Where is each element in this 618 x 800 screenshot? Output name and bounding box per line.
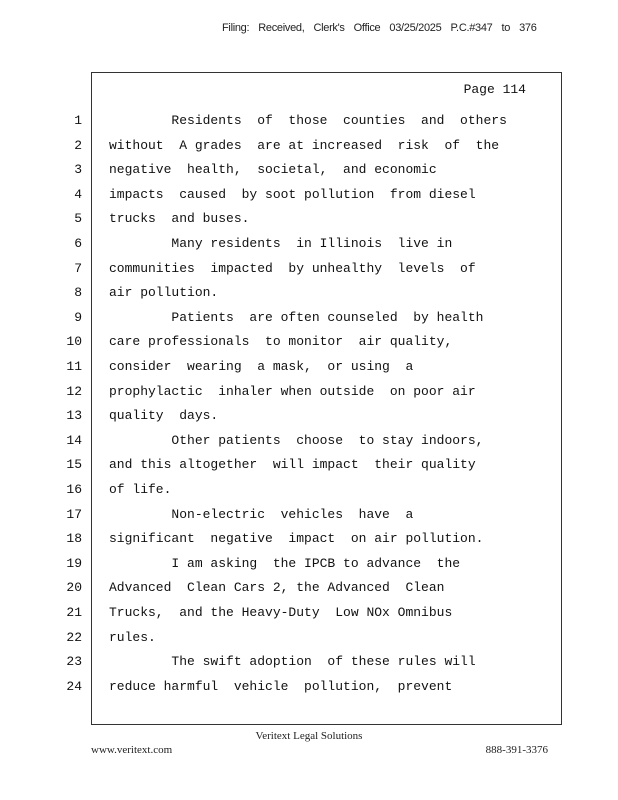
line-number: 9 — [74, 309, 82, 325]
line-text: Many residents in Illinois live in — [109, 236, 453, 251]
filing-header — [222, 22, 552, 34]
filing-date: 03/25/2025 — [389, 22, 442, 34]
line-number: 22 — [66, 629, 82, 645]
line-number: 2 — [74, 137, 82, 153]
line-number: 12 — [66, 383, 82, 399]
line-number: 18 — [66, 531, 82, 547]
line-number: 21 — [66, 605, 82, 620]
line-text: of life. — [109, 482, 172, 497]
line-number: 23 — [66, 654, 82, 670]
transcript-line — [0, 679, 618, 703]
line-number: 17 — [66, 506, 82, 522]
transcript-line — [0, 211, 618, 235]
line-number: 6 — [74, 236, 82, 251]
line-number: 24 — [66, 678, 82, 694]
line-number: 10 — [66, 334, 82, 350]
line-text: and this altogether will impact their quality — [109, 457, 476, 473]
transcript-line — [0, 261, 618, 285]
line-text: Non-electric vehicles have a — [109, 506, 414, 522]
transcript-line — [0, 531, 618, 555]
line-text: reduce harmful vehicle pollution, prevent — [109, 678, 453, 694]
line-text: impacts caused by soot pollution from diesel — [109, 186, 476, 202]
line-text: rules. — [109, 629, 156, 645]
transcript-line — [0, 433, 618, 457]
office-label: Office — [353, 22, 381, 34]
line-number: 11 — [66, 359, 82, 374]
line-text: consider wearing a mask, or using a — [109, 359, 414, 374]
pc-number: P.C.#347 — [450, 22, 493, 34]
transcript-line — [0, 580, 618, 604]
filing-label: Filing: — [222, 22, 250, 34]
transcript-line — [0, 359, 618, 383]
transcript-line — [0, 457, 618, 481]
line-text: negative health, societal, and economic — [109, 162, 437, 178]
transcript-line — [0, 162, 618, 186]
footer-website: www.veritext.com — [91, 744, 173, 756]
line-text: Trucks, and the Heavy-Duty Low NOx Omnibus — [109, 605, 453, 620]
transcript-line — [0, 654, 618, 678]
line-text: I am asking the IPCB to advance the — [109, 555, 461, 571]
transcript-line — [0, 310, 618, 334]
total-pages: 376 — [519, 22, 537, 34]
page-number: Page 114 — [463, 82, 526, 97]
line-text: Other patients choose to stay indoors, — [109, 432, 484, 448]
transcript-line — [0, 334, 618, 358]
line-text: Advanced Clean Cars 2, the Advanced Clean — [109, 580, 445, 596]
line-text: prophylactic inhaler when outside on poor air — [109, 383, 476, 399]
footer-company: Veritext Legal Solutions — [255, 730, 363, 742]
line-text: care professionals to monitor air quality, — [109, 334, 453, 350]
transcript-line — [0, 605, 618, 629]
line-text: significant negative impact on air pollution. — [109, 531, 484, 547]
line-text: without A grades are at increased risk of the — [109, 137, 500, 153]
line-number: 16 — [66, 482, 82, 497]
received-label: Received, — [258, 22, 305, 34]
transcript-line — [0, 556, 618, 580]
transcript-line — [0, 285, 618, 309]
line-text: Residents of those counties and others — [109, 113, 507, 128]
line-number: 1 — [74, 113, 82, 128]
line-text: The swift adoption of these rules will — [109, 654, 476, 670]
transcript-line — [0, 113, 618, 137]
line-text: communities impacted by unhealthy levels of — [109, 260, 476, 276]
transcript-line — [0, 507, 618, 531]
line-text: quality days. — [109, 408, 219, 424]
transcript-line — [0, 236, 618, 260]
line-number: 8 — [74, 285, 82, 301]
line-text: air pollution. — [109, 285, 219, 301]
clerks-label: Clerk's — [313, 22, 345, 34]
line-number: 14 — [66, 432, 82, 448]
line-text: Patients are often counseled by health — [109, 309, 484, 325]
transcript-line — [0, 408, 618, 432]
transcript-line — [0, 138, 618, 162]
transcript-line — [0, 187, 618, 211]
line-number: 3 — [74, 162, 82, 178]
to-label: to — [501, 22, 511, 34]
line-text: trucks and buses. — [109, 211, 250, 227]
line-number: 4 — [74, 186, 82, 202]
line-number: 19 — [66, 555, 82, 571]
line-number: 20 — [66, 580, 82, 596]
line-number: 5 — [74, 211, 82, 227]
transcript-line — [0, 482, 618, 506]
transcript-line — [0, 630, 618, 654]
transcript-line — [0, 384, 618, 408]
footer-phone: 888-391-3376 — [485, 744, 548, 756]
line-number: 7 — [74, 260, 82, 276]
line-number: 15 — [66, 457, 82, 473]
line-number: 13 — [66, 408, 82, 424]
